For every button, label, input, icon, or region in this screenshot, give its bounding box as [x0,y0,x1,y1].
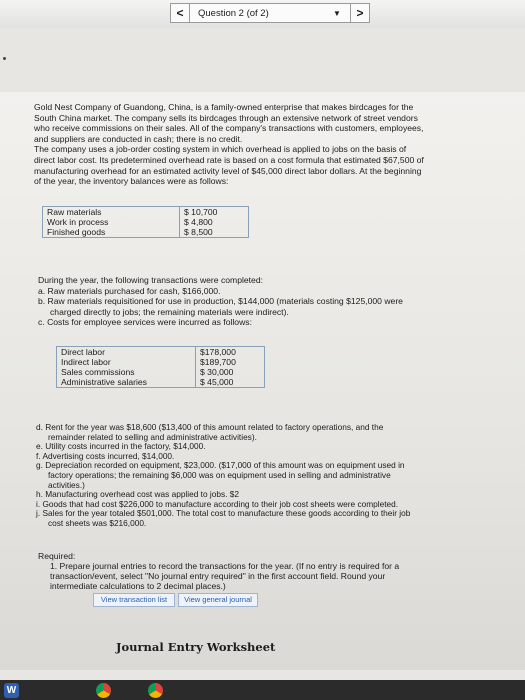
transaction-line: g. Depreciation recorded on equipment, $23,000. ($17,000 of this amount was on equipment used in [36,460,405,471]
transaction-line: cost sheets was $216,000. [48,517,147,528]
transaction-line: c. Costs for employee services were incurred as follows: [38,317,252,327]
question-nav-bar [0,0,525,28]
required-section [38,551,493,591]
labor-value: $ 30,000 [196,367,265,377]
table-row [43,227,249,238]
transaction-line: d. Rent for the year was $18,600 ($13,400 of this amount related to factory operations, and the [36,422,384,432]
intro-line: direct labor cost. Its predetermined overhead rate is based on a cost formula that estimated $67,500 of [34,154,424,165]
labor-value: $178,000 [196,347,265,358]
intro-line: The company uses a job-order costing system in which overhead is applied to jobs on the basis of [34,144,407,155]
intro-line: who receive commissions on their sales. All of the company's transactions with customers, employees, [34,123,424,134]
transaction-line: j. Sales for the year totaled $501,000. The total cost to manufacture these goods according to their job [36,508,411,519]
transactions-ab [38,275,493,328]
inventory-label: Raw materials [47,207,102,217]
intro-line: Gold Nest Company of Guandong, China, is a family-owned enterprise that makes birdcages for the [34,102,414,112]
transactions-intro: During the year, the following transactions were completed: [38,275,263,285]
labor-costs-table [56,346,265,388]
labor-label: Indirect labor [61,357,111,367]
table-row [57,367,265,377]
transaction-line: e. Utility costs incurred in the factory, $14,000. [36,441,206,452]
labor-label: Sales commissions [61,367,135,377]
required-line: transaction/event, select "No journal entry required" in the first account field. Round your [50,571,386,581]
labor-label: Administrative salaries [61,377,147,387]
labor-value: $189,700 [196,357,265,367]
table-row [57,357,265,367]
labor-label: Direct labor [61,347,105,357]
worksheet-title: Journal Entry Worksheet [116,640,276,654]
transaction-line: f. Advertising costs incurred, $14,000. [36,450,175,461]
transaction-line: h. Manufacturing overhead cost was applied to jobs. $2 [36,489,239,500]
bullet-dot [3,57,6,60]
inventory-label: Work in process [47,217,109,227]
intro-line: manufacturing overhead for an estimated activity level of $45,000 direct labor dollars. At the beginning [34,165,422,176]
next-question-button[interactable]: > [350,4,369,22]
required-heading: Required: [38,551,76,561]
transaction-line: b. Raw materials requisitioned for use in production, $144,000 (materials costing $125,000 were [38,296,403,306]
transaction-line: activities.) [48,479,85,490]
beginning-inventory-table [42,206,249,238]
inventory-label: Finished goods [47,227,106,237]
transaction-line: a. Raw materials purchased for cash, $166,000. [38,285,221,296]
transaction-line: remainder related to selling and administrative activities). [48,431,257,442]
intro-line: South China market. The company sells its birdcages through an extensive network of street vendors [34,112,418,123]
required-line: 1. Prepare journal entries to record the transactions for the year. (If no entry is required for a [50,561,400,571]
view-transaction-list-button[interactable]: View transaction list [93,593,175,607]
table-row [43,207,249,218]
chrome-app-icon[interactable] [148,683,163,698]
previous-question-button[interactable]: < [171,4,190,22]
table-row [43,217,249,227]
question-title[interactable]: Question 2 (of 2) [198,7,269,19]
chrome-app-icon[interactable] [96,683,111,698]
inventory-value: $ 8,500 [180,227,249,238]
transaction-line: factory operations; the remaining $6,000 was on equipment used in selling and administrative [48,469,391,480]
dropdown-caret-icon[interactable]: ▼ [333,8,341,18]
table-row [57,377,265,388]
labor-value: $ 45,000 [196,377,265,388]
inventory-value: $ 10,700 [180,207,249,218]
inventory-value: $ 4,800 [180,217,249,227]
transaction-line: charged directly to jobs; the remaining materials were indirect). [50,306,289,317]
taskbar [0,680,525,700]
view-general-journal-button[interactable]: View general journal [178,593,258,607]
intro-line: and suppliers are conducted in cash; there is no credit. [34,133,243,144]
transaction-line: i. Goods that had cost $226,000 to manufacture according to their job cost sheets were completed. [36,498,399,509]
word-app-icon[interactable]: W [4,683,19,698]
transactions-dj [36,423,492,529]
table-row [57,347,265,358]
intro-line: of the year, the inventory balances were as follows: [34,176,229,187]
required-line: intermediate calculations to 2 decimal places.) [50,581,226,591]
intro-paragraph [34,102,494,187]
question-selector[interactable] [170,3,370,23]
